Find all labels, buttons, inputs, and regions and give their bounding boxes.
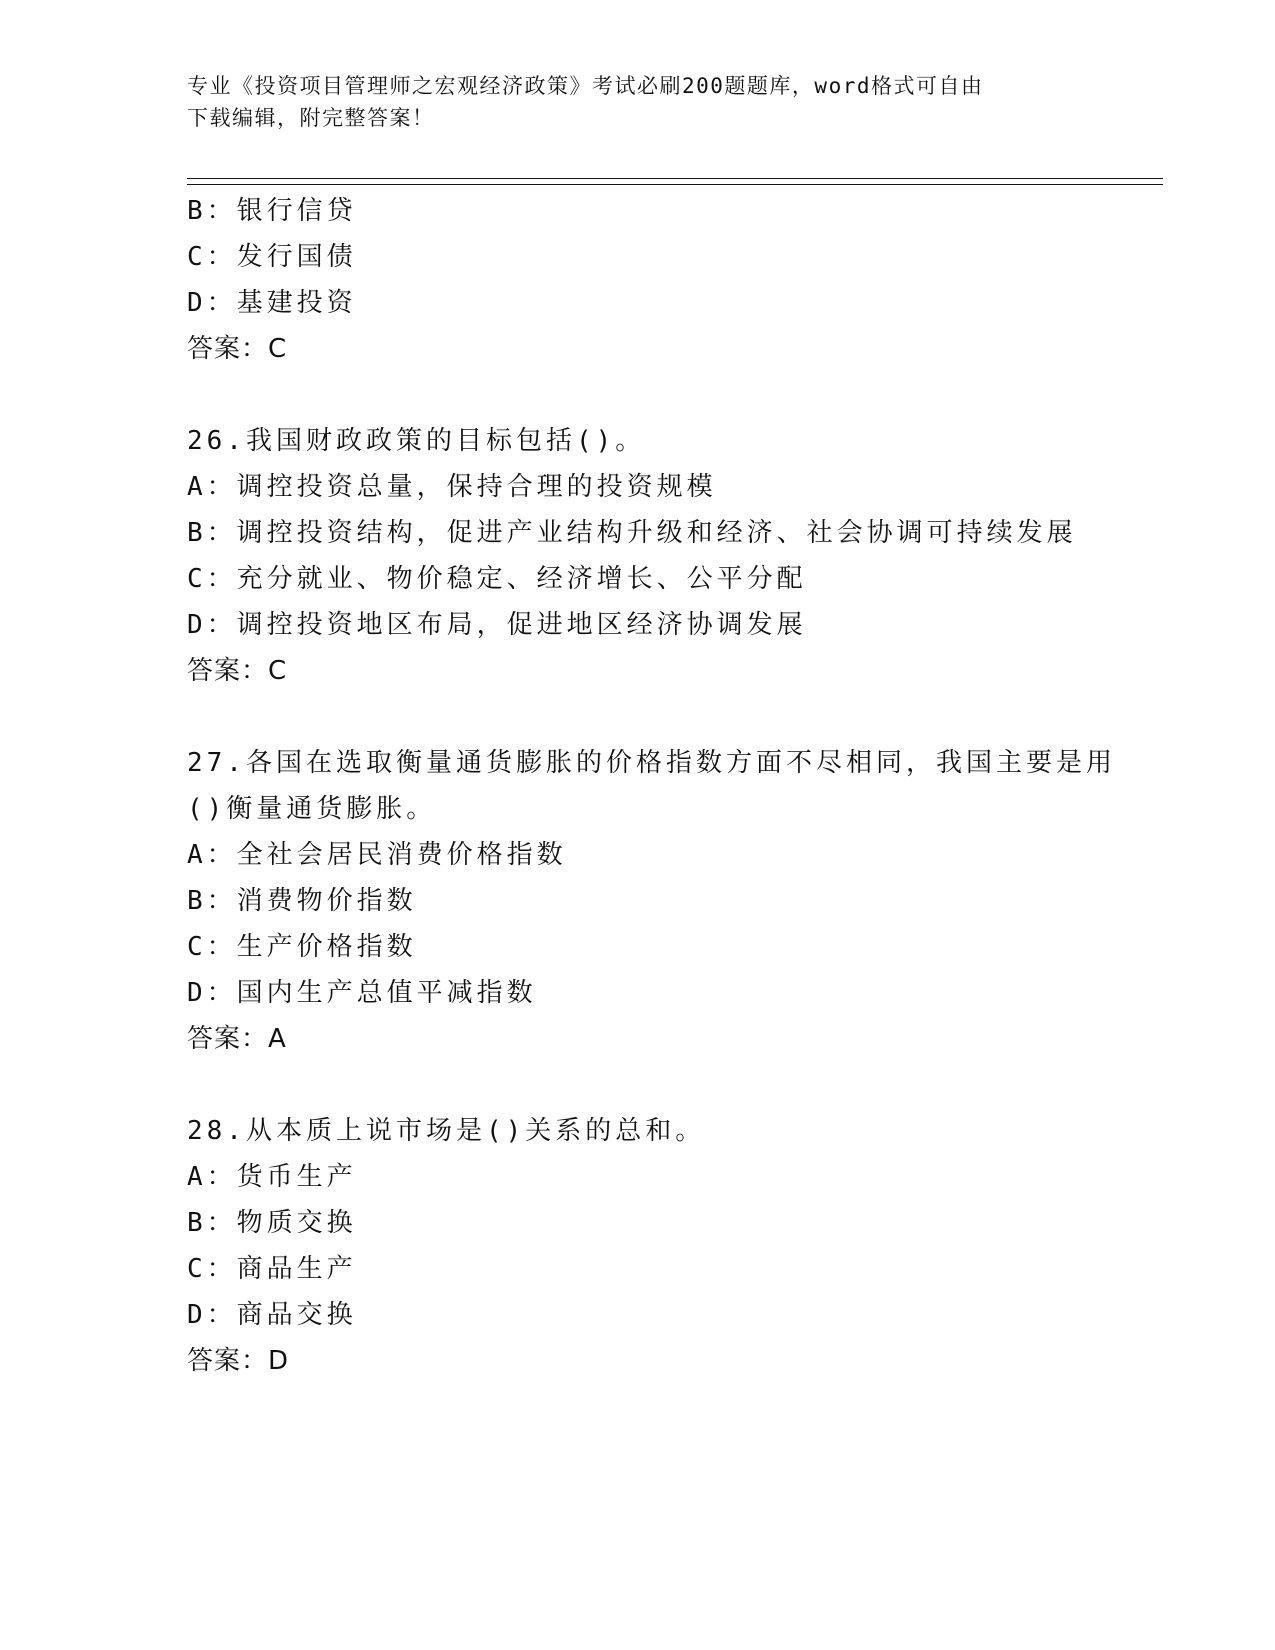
question-title: 28.从本质上说市场是()关系的总和。 [187,1116,706,1146]
spacer [187,694,1187,740]
question-title-line-1: 27.各国在选取衡量通货膨胀的价格指数方面不尽相同，我国主要是用 [187,748,1116,778]
option-d: D：商品交换 [187,1300,357,1330]
option-d: D：基建投资 [187,288,357,318]
answer-line: 答案：C [187,334,288,364]
option-a: A：全社会居民消费价格指数 [187,840,567,870]
option-c: C：商品生产 [187,1254,357,1284]
header-divider-bottom [187,184,1163,185]
option-d: D：国内生产总值平减指数 [187,978,537,1008]
question-block-27 [187,740,1187,1062]
question-list [187,188,1187,1384]
header-divider-top [187,178,1163,179]
spacer [187,1062,1187,1108]
option-b: B：物质交换 [187,1208,357,1238]
option-a: A：调控投资总量，保持合理的投资规模 [187,472,717,502]
option-b: B：调控投资结构，促进产业结构升级和经济、社会协调可持续发展 [187,518,1077,548]
question-block-25-partial [187,188,1187,372]
header-line-2: 下载编辑，附完整答案！ [187,106,435,130]
option-c: C：发行国债 [187,242,357,272]
answer-line: 答案：C [187,656,288,686]
question-block-28 [187,1108,1187,1384]
question-title-line-2: ()衡量通货膨胀。 [187,794,437,824]
option-d: D：调控投资地区布局，促进地区经济协调发展 [187,610,807,640]
option-c: C：生产价格指数 [187,932,417,962]
question-title: 26.我国财政政策的目标包括()。 [187,426,646,456]
answer-line: 答案：D [187,1346,290,1376]
document-header [187,70,1087,134]
spacer [187,372,1187,418]
answer-line: 答案：A [187,1024,287,1054]
option-a: A：货币生产 [187,1162,357,1192]
header-line-1: 专业《投资项目管理师之宏观经济政策》考试必刷200题题库，word格式可自由 [187,74,984,98]
option-c: C：充分就业、物价稳定、经济增长、公平分配 [187,564,807,594]
question-block-26 [187,418,1187,694]
option-b: B：消费物价指数 [187,886,417,916]
option-b: B：银行信贷 [187,196,357,226]
